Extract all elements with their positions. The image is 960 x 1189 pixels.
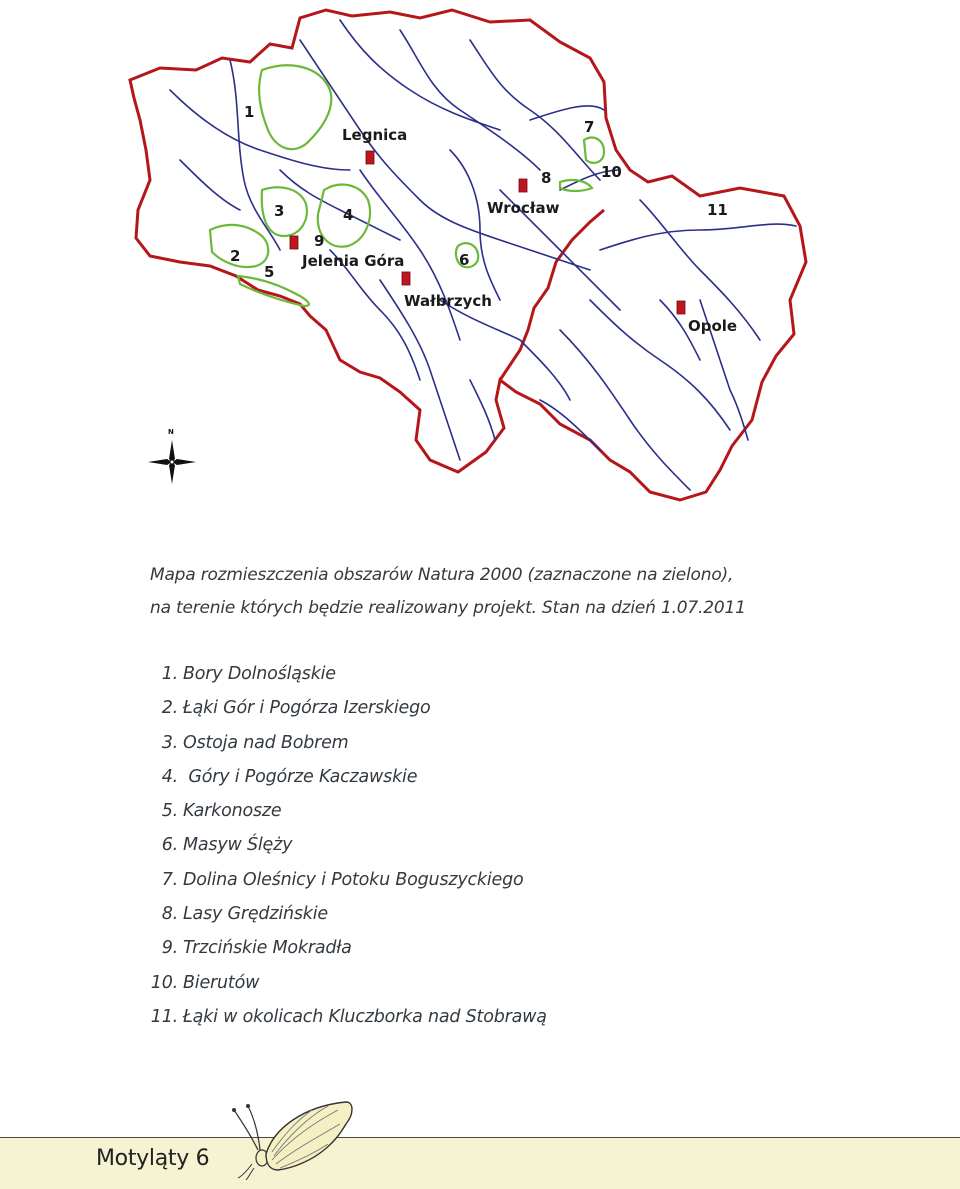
legend-item-number: 1. [161,664,178,684]
compass-icon [148,428,196,484]
site-number-9: 9 [314,232,325,250]
site-number-2: 2 [230,247,241,265]
legend-item-text: Masyw Ślęży [183,835,293,856]
site-number-1: 1 [244,103,255,121]
legend-item-number: 7. [161,869,178,890]
legend-item [150,726,547,760]
legend-item-text: Łąki w okolicach Kluczborka nad Stobrawą [183,1006,547,1027]
legend-item [150,897,547,931]
map-canvas [0,0,960,540]
city-label-jelenia-gora: Jelenia Góra [302,252,405,270]
site-number-7: 7 [584,118,595,136]
voivodeship-border [500,210,604,380]
legend-item-number: 10. [150,972,178,993]
legend-item-text: Łąki Gór i Pogórza Izerskiego [183,698,431,719]
legend-item-number: 3. [161,732,178,753]
site-number-8: 8 [541,169,552,187]
legend-item [150,828,547,862]
caption-line-1: Mapa rozmieszczenia obszarów Natura 2000 (zaznaczone na zielono), [150,565,734,585]
legend-item [150,691,547,725]
legend-item [150,863,547,897]
legend-item-text: Ostoja nad Bobrem [183,732,349,753]
legend-item-number: 11. [150,1006,178,1027]
caption-line-2: na terenie których będzie realizowany projekt. Stan na dzień 1.07.2011 [150,598,746,618]
legend-item-text: Trzcińskie Mokradła [183,938,352,959]
footer-page-label: Motyląty 6 [96,1146,210,1171]
butterfly-icon [228,1098,358,1180]
legend-item-number: 8. [161,904,178,925]
site-number-6: 6 [459,251,470,269]
rivers [170,20,796,490]
legend-item-number: 5. [161,801,178,822]
site-legend [150,657,547,1034]
city-label-wroclaw: Wrocław [487,199,560,217]
legend-item-text: Karkonosze [183,801,282,822]
legend-item [150,1000,547,1034]
marker-walbrzych [402,272,410,285]
natura-area-1 [259,65,331,149]
legend-item [150,931,547,965]
marker-jelenia-gora [290,236,298,249]
city-label-legnica: Legnica [342,126,408,144]
region-map [0,0,960,540]
legend-item-text: Lasy Grędzińskie [183,904,328,925]
legend-item [150,966,547,1000]
map-caption [150,559,850,625]
marker-opole [677,301,685,314]
legend-item-text: Bory Dolnośląskie [183,664,336,684]
legend-item [150,657,547,691]
legend-item-number: 2. [161,698,178,719]
site-number-4: 4 [343,206,354,224]
svg-text:N: N [168,428,174,436]
natura-area-7 [584,138,604,163]
city-label-walbrzych: Wałbrzych [404,292,492,310]
city-label-opole: Opole [688,317,738,335]
legend-item-text: Góry i Pogórze Kaczawskie [183,766,418,787]
legend-item-text: Bierutów [183,972,260,993]
legend-item [150,794,547,828]
legend-item-number: 9. [161,938,178,959]
marker-legnica [366,151,374,164]
legend-item-text: Dolina Oleśnicy i Potoku Boguszyckiego [183,869,524,890]
site-number-5: 5 [264,263,275,281]
site-number-3: 3 [274,202,285,220]
site-number-11: 11 [707,201,728,219]
legend-item-number: 6. [161,835,178,856]
legend-item [150,760,547,794]
marker-wroclaw [519,179,527,192]
legend-item-number: 4. [161,766,178,787]
site-number-10: 10 [601,163,622,181]
city-markers [290,151,685,314]
